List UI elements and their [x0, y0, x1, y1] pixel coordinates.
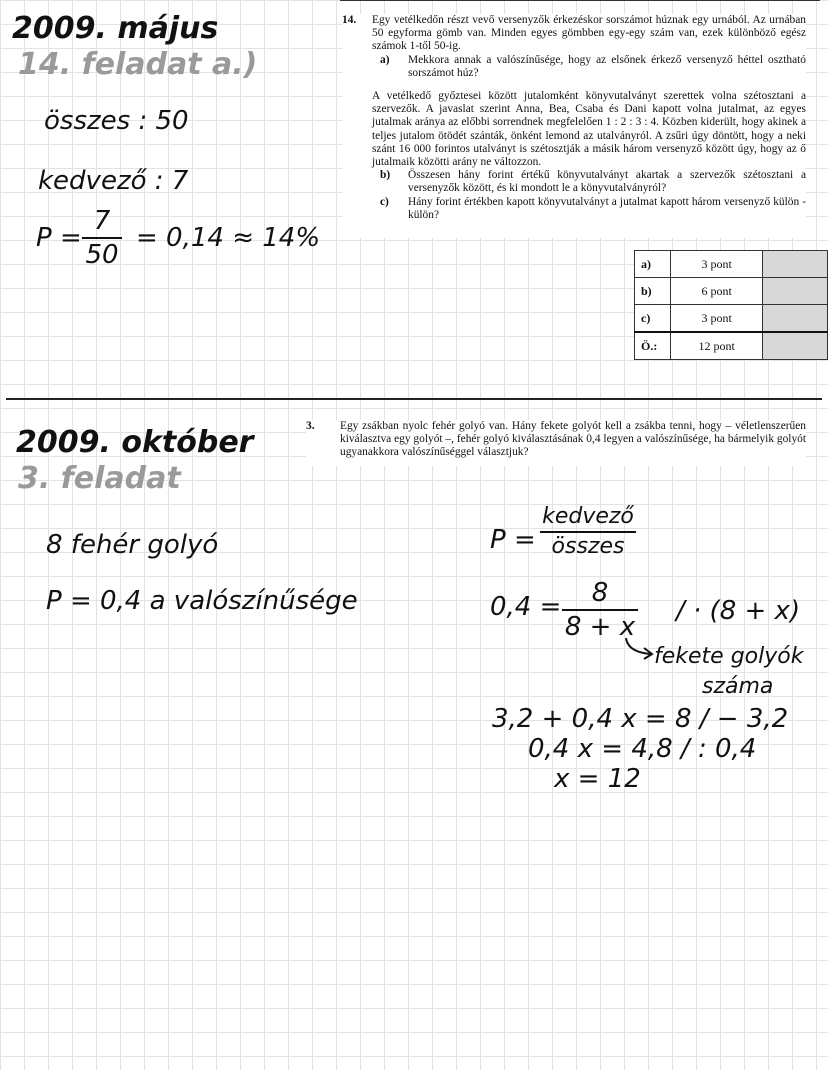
eq-p-label: P = [490, 525, 536, 555]
points-value: 6 pont [671, 278, 763, 305]
points-row-total [635, 332, 828, 360]
fraction-denominator: összes [551, 534, 625, 559]
points-value: 3 pont [671, 251, 763, 278]
section-divider [6, 398, 822, 400]
points-blank [763, 305, 828, 333]
problem-14-block [342, 14, 806, 238]
heading-2009-majus: 2009. május [12, 11, 219, 46]
problem-3-block [306, 420, 806, 466]
subquestion-a [372, 54, 806, 80]
problem-number: 14. [342, 14, 357, 26]
points-table [634, 250, 828, 360]
top-rule [340, 0, 820, 1]
subquestion-a-label: a) [380, 53, 390, 66]
note-white-balls: 8 fehér golyó [46, 530, 219, 560]
fraction-numerator: kedvező [542, 504, 634, 529]
eq-step-3: x = 12 [554, 764, 641, 794]
subquestion-b-text: Összesen hány forint értékű könyvutalványt akartak a szervezők szétosztani a versenyzők között, és ki mondott le a könyvutalványról? [408, 169, 806, 195]
fraction-numerator: 8 [591, 578, 609, 608]
eq-left: 0,4 = [490, 592, 562, 622]
fraction-denominator: 8 + x [564, 612, 636, 642]
points-value: 12 pont [671, 332, 763, 360]
points-blank [763, 332, 828, 360]
points-row [635, 278, 828, 305]
points-label: a) [635, 251, 671, 278]
points-row [635, 305, 828, 333]
points-row [635, 251, 828, 278]
points-blank [763, 278, 828, 305]
subheading-14-feladat: 14. feladat a.) [18, 47, 258, 82]
points-label: Ö.: [635, 332, 671, 360]
eq-operation: / · (8 + x) [676, 596, 801, 626]
points-label: b) [635, 278, 671, 305]
arrow-note-count: száma [702, 674, 774, 699]
heading-2009-oktober: 2009. október [16, 425, 254, 460]
problem-middle: A vetélkedő győztesei között jutalomként könyvutalványt szerettek volna szétosztani a szervezők. A javaslat szerint Anna, Bea, Csaba és Dani kapott volna jutalmat, az egyes jutalmak aránya az előbbi sorrendnek megfelelően 1 : 2 : 3 : 4. Közben kiderült, hogy akinek a teljes jutalom ötödét szánták, önként lemond az utalványról. A zsűri úgy döntött, hogy a neki szánt 16 000 forintos utalványt is szétosztják a másik három versenyző között úgy, hogy az ő jutalmaik közötti arány ne változzon. [372, 90, 806, 169]
fraction-bar [562, 609, 638, 611]
subheading-3-feladat: 3. feladat [18, 461, 181, 496]
points-blank [763, 251, 828, 278]
fraction-7-50 [82, 208, 122, 268]
fraction-8-over-8x [562, 580, 638, 640]
subquestion-c [372, 196, 806, 222]
note-p-label: P = [36, 223, 82, 253]
subquestion-b-label: b) [380, 169, 391, 182]
eq-step-1: 3,2 + 0,4 x = 8 / − 3,2 [492, 704, 789, 734]
note-total: összes : 50 [44, 106, 189, 136]
problem-3-text: Egy zsákban nyolc fehér golyó van. Hány fekete golyót kell a zsákba tenni, hogy – véletlenszerűen kiválasztva egy golyót –, fehér golyó kiválasztásának 0,4 legyen a valószínűsége, ha bármelyik golyót ugyanakkora valószínűséggel választjuk? [340, 420, 806, 459]
points-label: c) [635, 305, 671, 333]
fraction-numerator: 7 [93, 206, 111, 236]
eq-step-2: 0,4 x = 4,8 / : 0,4 [528, 734, 757, 764]
note-result: = 0,14 ≈ 14% [136, 223, 321, 253]
fraction-bar [82, 237, 122, 239]
subquestion-a-text: Mekkora annak a valószínűsége, hogy az elsőnek érkező versenyző héttel osztható sorszámot húz? [408, 53, 806, 79]
note-favorable: kedvező : 7 [38, 166, 189, 196]
fraction-kedvezo-osszes [540, 506, 636, 558]
arrow-note-black-balls: fekete golyók [654, 644, 804, 669]
points-value: 3 pont [671, 305, 763, 333]
subquestion-c-text: Hány forint értékben kapott könyvutalványt a jutalmat kapott három versenyző külön - külön? [408, 195, 806, 221]
fraction-denominator: 50 [85, 240, 119, 270]
problem-number: 3. [306, 420, 315, 432]
problem-intro: Egy vetélkedőn részt vevő versenyzők érkezéskor sorszámot húznak egy urnából. Az urnában 50 egyforma gömb van. Minden egyes gömbben egy-egy szám van, ezek különböző egész számok 1-től 50-ig. [372, 14, 806, 53]
note-probability: P = 0,4 a valószínűsége [46, 586, 358, 616]
subquestion-b [372, 169, 806, 195]
fraction-bar [540, 531, 636, 533]
subquestion-c-label: c) [380, 195, 389, 208]
